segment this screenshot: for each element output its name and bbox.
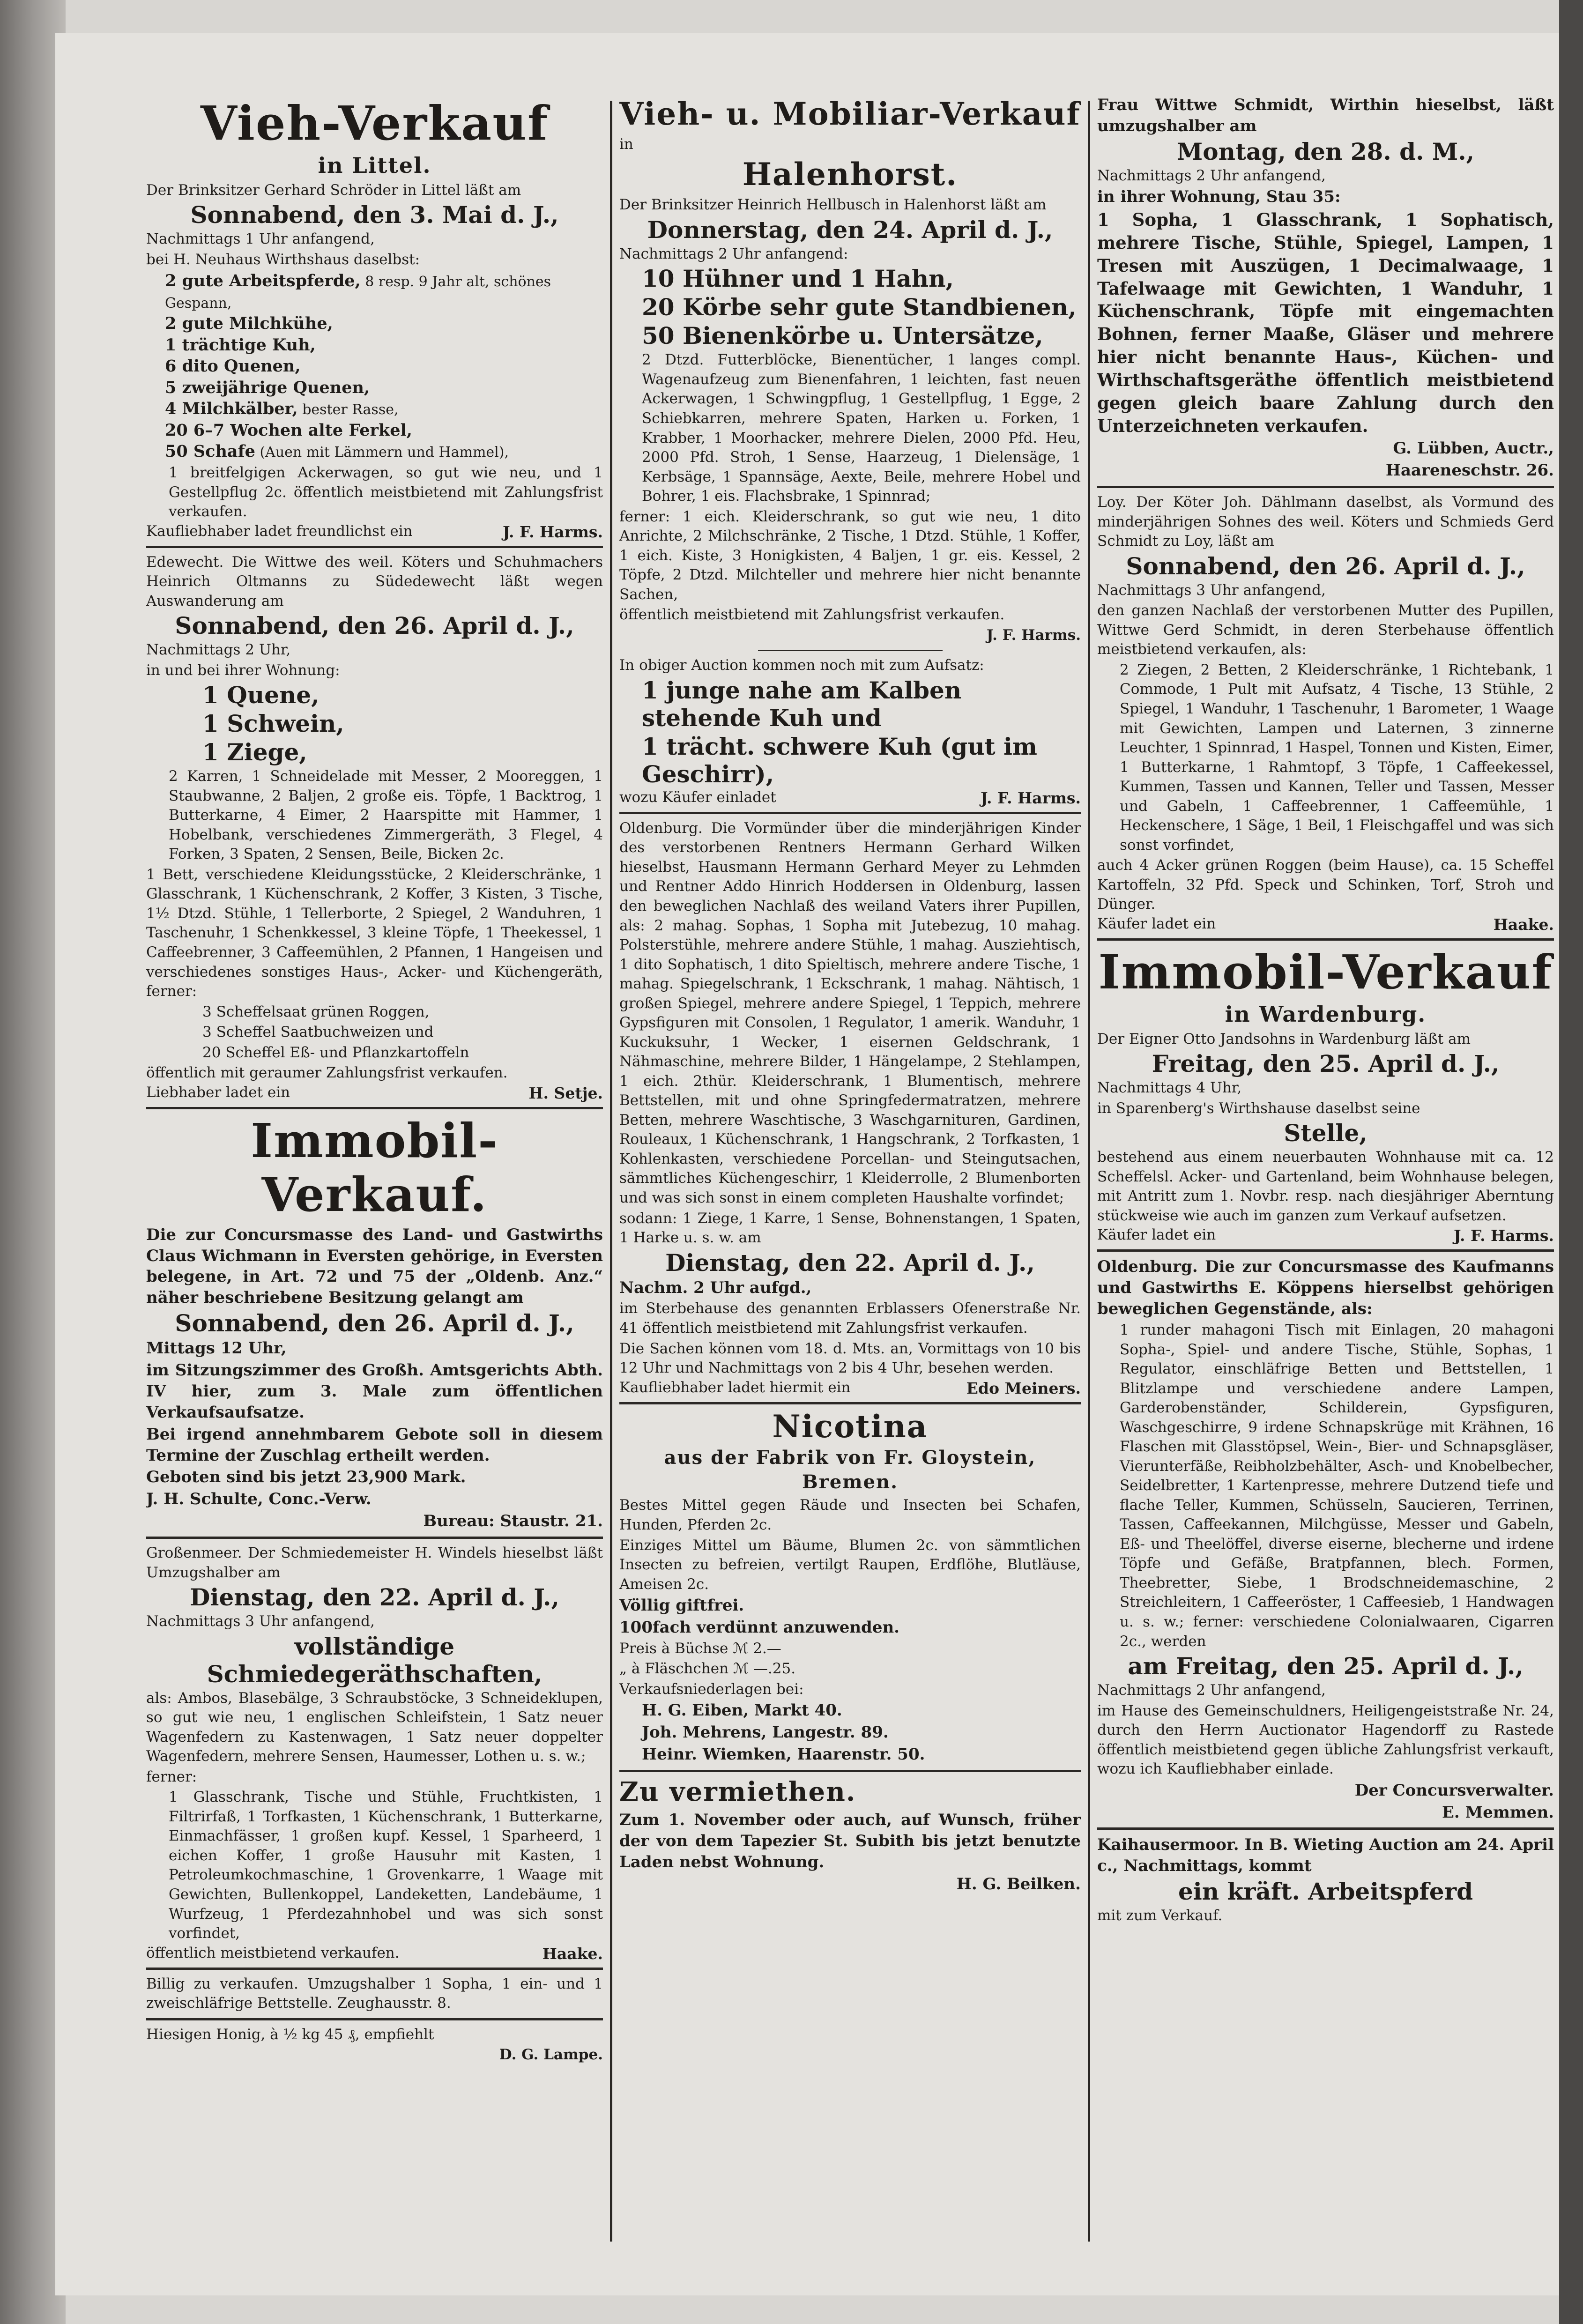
auction-time: Nachmittags 4 Uhr, — [1097, 1079, 1242, 1097]
ad-separator — [146, 2018, 603, 2020]
signature: J. H. Schulte, Conc.-Verw. — [146, 1490, 372, 1509]
ad-zu-vermiethen — [619, 1777, 1081, 1895]
ad-highlight: vollständige Schmiedegeräthschaften, — [207, 1632, 543, 1688]
ad-vieh-mobiliar-halenhorst — [619, 97, 1081, 807]
ad-text: Großenmeer. Der Schmiedemeister H. Windels hieselbst läßt Umzugshalber am — [146, 1544, 603, 1581]
signature: Der Concursverwalter. — [1354, 1781, 1554, 1800]
ad-text: in — [619, 135, 633, 153]
ad-honig — [146, 2025, 603, 2065]
ad-text: öffentlich meistbietend mit Zahlungsfrist verkaufen. — [619, 606, 1005, 624]
ad-subtitle: in Wardenburg. — [1225, 1001, 1427, 1027]
auction-time: Nachmittags 2 Uhr anfangend, — [1097, 167, 1326, 184]
list-item: 2 gute Milchkühe, — [165, 314, 333, 334]
column-right — [1097, 94, 1554, 2267]
auction-time: Nachm. 2 Uhr aufgd., — [619, 1278, 812, 1297]
ad-text: Geboten sind bis jetzt 23,900 Mark. — [146, 1468, 466, 1487]
ad-separator — [619, 1770, 1081, 1772]
list-item: Joh. Mehrens, Langestr. 89. — [642, 1723, 889, 1742]
signature-line: Liebhaber ladet ein H. Setje. — [146, 1084, 603, 1102]
ad-text: 1 runder mahagoni Tisch mit Einlagen, 20 mahagoni Sopha-, Spiel- und andere Tische, Stühle, Sophas, 1 Regulator, einschläfrige Betten und Bettstellen, 1 Blitzlampe und verschiedene andere Lampen, Garderobenständer, Schilderein, Gypsfiguren, Waschgeschirre, 9 irdene Schnapskrüge mit Krähnen, 16 Flaschen mit Glasstöpsel, Wein-, Bier- und Schnapsgläser, Vierunterfäße, Reibholzbehälter, Asch- und Knobelbecher, Seidelbretter, 1 Kartenpresse, mehrere Dutzend tiefe und flache Teller, Kummen, Schüsseln, Saucieren, Terrinen, Tassen, Caffeekannen, Milchgüsse, Messer und Gabeln, Eß- und Theelöffel, diverse eiserne, blecherne und irdene Töpfe und Gefäße, Bratpfannen, blech. Formen, Theebretter, Siebe, 1 Brodschneidemaschine, 2 Streichleitern, 1 Caffeeröster, 1 Caffeesieb, 1 Handwagen u. s. w.; ferner: verschiedene Colonialwaaren, Cigarren 2c., werden — [1120, 1322, 1554, 1650]
ad-loy — [1097, 493, 1554, 934]
list-item: H. G. Eiben, Markt 40. — [642, 1701, 842, 1720]
ad-separator — [146, 546, 603, 548]
ad-text: Die Sachen können vom 18. d. Mts. an, Vormittags von 10 bis 12 Uhr und Nachmittags von 2 bis 4 Uhr, besehen werden. — [619, 1340, 1081, 1377]
ad-text: mit zum Verkauf. — [1097, 1907, 1223, 1924]
auction-date: Freitag, den 25. April d. J., — [1152, 1050, 1500, 1078]
auction-place: in und bei ihrer Wohnung: — [146, 661, 340, 679]
list-item: 50 Bienenkörbe u. Untersätze, — [642, 322, 1043, 350]
signature-address: Bureau: Staustr. 21. — [423, 1512, 603, 1531]
ad-highlight: Stelle, — [1284, 1119, 1367, 1147]
column-left — [146, 94, 603, 2267]
ad-title: Nicotina — [772, 1408, 928, 1445]
ad-subtitle: aus der Fabrik von Fr. Gloystein, — [664, 1447, 1036, 1469]
ad-subtitle: in Littel. — [318, 153, 431, 178]
ad-immobil-eversten — [146, 1114, 603, 1532]
ad-separator — [1097, 486, 1554, 488]
list-item: 5 zweijährige Quenen, — [165, 378, 370, 397]
auction-time: Nachmittags 1 Uhr anfangend, — [146, 230, 375, 248]
ad-title: Vieh- u. Mobiliar-Verkauf — [619, 96, 1081, 132]
ad-text: ferner: — [146, 1768, 197, 1785]
list-item: 1 Ziege, — [202, 738, 307, 766]
list-item: 10 Hühner und 1 Hahn, — [642, 265, 954, 293]
ad-text: 1 Glasschrank, Tische und Stühle, Fruchtkisten, 1 Filtrirfaß, 1 Torfkasten, 1 Küchenschrank, 1 Butterkarne, Einmachfässer, 1 großen kupf. Kessel, 1 Sparheerd, 1 eichen Koffer, 1 große Hausuhr mit Kasten, 1 Petroleumkochmaschine, 1 Grovenkarre, 1 Waage mit Gewichten, Bullenkoppel, Landeketten, Landebäume, 1 Wurfzeug, 1 Pferdezahnhobel und was sich sonst vorfindet, — [169, 1789, 603, 1942]
ad-text: Verkaufsniederlagen bei: — [619, 1680, 804, 1698]
ad-text: öffentlich mit geraumer Zahlungsfrist verkaufen. — [146, 1064, 508, 1082]
ad-text: Preis à Büchse ℳ 2.— — [619, 1640, 781, 1657]
auction-date: Montag, den 28. d. M., — [1176, 137, 1475, 165]
ad-subtitle: Bremen. — [802, 1471, 899, 1493]
ad-text: Der Eigner Otto Jandsohns in Wardenburg läßt am — [1097, 1030, 1471, 1047]
column-rule — [1088, 101, 1090, 2242]
list-item: 3 Scheffel Saatbuchweizen und — [202, 1024, 434, 1041]
auction-date: Sonnabend, den 26. April d. J., — [1126, 552, 1525, 580]
list-item: 1 junge nahe am Kalben stehende Kuh und — [642, 676, 962, 732]
ad-separator — [619, 1402, 1081, 1404]
ad-text: sodann: 1 Ziege, 1 Karre, 1 Sense, Bohnenstangen, 1 Spaten, 1 Harke u. s. w. am — [619, 1210, 1081, 1247]
ad-text: Kaihausermoor. In B. Wieting Auction am 24. April c., Nachmittags, kommt — [1097, 1835, 1554, 1876]
ad-text: Der Brinksitzer Gerhard Schröder in Littel läßt am — [146, 181, 521, 199]
ad-text: Bei irgend annehmbarem Gebote soll in diesem Termine der Zuschlag ertheilt werden. — [146, 1425, 603, 1465]
list-item: 6 dito Quenen, — [165, 356, 301, 376]
ad-text: Edewecht. Die Wittwe des weil. Köters und Schuhmachers Heinrich Oltmanns zu Südedewecht läßt wegen Auswanderung am — [146, 553, 603, 609]
ad-text: Oldenburg. Die Vormünder über die minderjährigen Kinder des verstorbenen Rentners Hermann Gerhard Wilken hieselbst, Hausmann Hermann Gerhard Meyer zu Lehmden und Rentner Addo Hinrich Hoddersen in Oldenburg, lassen den beweglichen Nachlaß des weiland Vaters ihrer Pupillen, als: 2 mahag. Sophas, 1 Sopha mit Jutebezug, 10 mahag. Polsterstühle, mehrere andere Stühle, 1 mahag. Ausziehtisch, 1 dito Sophatisch, 1 dito Spieltisch, mehrere andere Tische, 1 mahag. Spiegelschrank, 1 Eckschrank, 1 mahag. Nähtisch, 1 großen Spiegel, mehrere andere Spiegel, 1 Teppich, mehrere Gypsfiguren mit Consolen, 1 Regulator, 1 amerik. Wanduhr, 1 Kuckuksuhr, 1 Wecker, 1 eisernen Geldschrank, 1 Nähmaschine, mehrere Bilder, 1 Hängelampe, 2 Stehlampen, 1 eich. 2thür. Kleiderschrank, 1 Blumentisch, mehrere Bettstellen, mit und ohne Springfedermatratzen, mehrere Betten, mehrere Waschtische, 3 Waschgarnituren, Gardinen, Rouleaux, 1 Küchenschrank, 1 Hangschrank, 2 Torfkasten, 1 Kohlenkasten, verschiedene Porcellan- und Steingutsachen, sämmtliches Küchengeschirr, 1 Kleiderrolle, 2 Blumenborten und was sich sonst in einem completen Haushalte vorfindet; — [619, 819, 1081, 1206]
signature-line: Käufer ladet ein Haake. — [1097, 915, 1554, 934]
ad-separator — [146, 1968, 603, 1970]
list-item: 1 Quene, — [202, 681, 320, 709]
signature: H. G. Beilken. — [956, 1875, 1081, 1894]
ad-separator — [146, 1537, 603, 1539]
ad-vieh-verkauf-littel — [146, 97, 603, 541]
ad-text: im Sitzungszimmer des Großh. Amtsgerichts Abth. IV hier, zum 3. Male zum öffentlichen Verkaufsaufsatze. — [146, 1361, 603, 1422]
ad-highlight: 1 Sopha, 1 Glasschrank, 1 Sophatisch, mehrere Tische, Stühle, Spiegel, Lampen, 1 Tresen mit Auszügen, 1 Decimalwaage, 1 Tafelwaage mit Gewichten, 1 Wanduhr, 1 Küchenschrank, Töpfe mit eingemachten Bohnen, ferner Maaße, Gläser und mehrere hier nicht benannte Haus-, Küchen- und Wirthschaftsgeräthe öffentlich meistbietend gegen gleich baare Zahlung durch den Unterzeichneten verkaufen. — [1097, 209, 1554, 436]
ad-title: Vieh-Verkauf — [201, 96, 549, 151]
signature-address: Haareneschstr. 26. — [1385, 461, 1554, 480]
list-item: 4 Milchkälber, bester Rasse, — [165, 399, 399, 419]
ad-text: Bestes Mittel gegen Räude und Insecten bei Schafen, Hunden, Pferden 2c. — [619, 1497, 1081, 1533]
ad-separator — [146, 1107, 603, 1109]
ad-separator — [1097, 1827, 1554, 1830]
auction-date: Sonnabend, den 26. April d. J., — [175, 1309, 574, 1337]
auction-time: Nachmittags 3 Uhr anfangend, — [1097, 581, 1326, 599]
list-item: 3 Scheffelsaat grünen Roggen, — [202, 1003, 430, 1020]
ad-text: den ganzen Nachlaß der verstorbenen Mutter des Pupillen, Wittwe Gerd Schmidt, in deren Sterbehause öffentlich meistbietend verkaufen, als: — [1097, 602, 1554, 658]
ad-text: in Sparenberg's Wirthshause daselbst seine — [1097, 1099, 1420, 1117]
signature-line: wozu Käufer einladet J. F. Harms. — [619, 788, 1081, 807]
auction-time: Nachmittags 2 Uhr anfangend: — [619, 245, 848, 262]
ad-text: 1 Bett, verschiedene Kleidungsstücke, 2 Kleiderschränke, 1 Glasschrank, 1 Küchenschrank, 2 Koffer, 3 Kisten, 3 Tische, 1½ Dtzd. Stühle, 1 Tellerborte, 2 Spiegel, 2 Wanduhren, 1 Taschenuhr, 1 Schenkkessel, 3 kleine Töpfe, 1 Theekessel, 1 Caffeebrenner, 3 Caffeemühlen, 2 Pfannen, 1 Hangeisen und verschiedenes sonstiges Haus-, Acker- und Küchengeräth, ferner: — [146, 866, 603, 1000]
ad-text: Hiesigen Honig, à ½ kg 45 ₰, empfiehlt — [146, 2026, 434, 2043]
signature: J. F. Harms. — [986, 626, 1081, 644]
signature: E. Memmen. — [1442, 1803, 1554, 1822]
ad-text: Zum 1. November oder auch, auf Wunsch, früher der von dem Tapezier St. Subith bis jetzt benutzte Laden nebst Wohnung. — [619, 1811, 1081, 1872]
column-rule — [610, 101, 612, 2242]
list-item: 1 trächt. schwere Kuh (gut im Geschirr), — [642, 732, 1037, 788]
signature: G. Lübben, Auctr., — [1393, 439, 1554, 458]
signature-line: Kaufliebhaber ladet freundlichst ein J. F. Harms. — [146, 522, 603, 541]
auction-date: Sonnabend, den 26. April d. J., — [175, 612, 574, 640]
ad-text: ferner: 1 eich. Kleiderschrank, so gut wie neu, 1 dito Anrichte, 2 Milchschränke, 2 Tische, 1 Dtzd. Stühle, 1 Koffer, 1 eich. Kiste, 3 Honigkisten, 4 Baljen, 1 gr. eis. Kessel, 2 Töpfe, 2 Dtzd. Milchteller und mehrere hier nicht benannte Sachen, — [619, 508, 1081, 603]
ad-text: 1 breitfelgigen Ackerwagen, so gut wie neu, und 1 Gestellpflug 2c. öffentlich meistbietend mit Zahlungsfrist verkaufen. — [169, 464, 603, 520]
ad-separator — [1097, 938, 1554, 941]
ad-oldenburg-wilken — [619, 819, 1081, 1397]
list-item: 20 Körbe sehr gute Standbienen, — [642, 293, 1077, 321]
ad-text: im Sterbehause des genannten Erblassers Ofenerstraße Nr. 41 öffentlich meistbietend mit Zahlungsfrist verkaufen. — [619, 1300, 1081, 1336]
ad-text: Völlig giftfrei. — [619, 1596, 744, 1615]
ad-title: Zu vermiethen. — [619, 1776, 856, 1808]
ad-subtitle: Halenhorst. — [742, 156, 958, 193]
list-item: 20 6–7 Wochen alte Ferkel, — [165, 420, 412, 440]
ad-highlight: ein kräft. Arbeitspferd — [1178, 1878, 1473, 1906]
ad-text: Loy. Der Köter Joh. Dählmann daselbst, als Vormund des minderjährigen Sohnes des weil. Köters und Schmieds Gerd Schmidt zu Loy, läßt am — [1097, 494, 1554, 550]
ad-text: In obiger Auction kommen noch mit zum Aufsatz: — [619, 657, 984, 674]
ad-text: 2 Ziegen, 2 Betten, 2 Kleiderschränke, 1 Richtebank, 1 Commode, 1 Pult mit Aufsatz, 4 Tische, 13 Stühle, 2 Spiegel, 1 Wanduhr, 1 Taschenuhr, 1 Barometer, 1 Waage mit Gewichten, Lampen und Laternen, 3 zinnerne Leuchter, 1 Spinnrad, 1 Haspel, Tonnen und Kisten, Eimer, 1 Butterkarne, 1 Rahmtopf, 3 Töpfe, 1 Caffeekessel, Kummen, Tassen und Kannen, Teller und Tassen, Messer und Gabeln, 1 Caffeebrenner, 1 Caffeemühle, 1 Heckenschere, 1 Säge, 1 Beil, 1 Fleischgaffel und was sich sonst vorfindet, — [1120, 661, 1554, 854]
ad-text: als: Ambos, Blasebälge, 3 Schraubstöcke, 3 Schneideklupen, so gut wie neu, 1 englischen Schleifstein, 1 Satz neuer Wagenfedern zu Kastenwagen, 1 Satz neuer doppelter Wagenfedern, mehrere Sensen, Haumesser, Lothen u. s. w.; — [146, 1689, 603, 1765]
ad-text: Der Brinksitzer Heinrich Hellbusch in Halenhorst läßt am — [619, 196, 1047, 214]
ad-text: 100fach verdünnt anzuwenden. — [619, 1618, 900, 1637]
ad-text: auch 4 Acker grünen Roggen (beim Hause), ca. 15 Scheffel Kartoffeln, 32 Pfd. Speck und Schinken, Torf, Stroh und Dünger. — [1097, 857, 1554, 913]
ad-oldenburg-koeppens — [1097, 1256, 1554, 1823]
list-item: 20 Scheffel Eß- und Pflanzkartoffeln — [202, 1044, 469, 1061]
ad-text: 2 Dtzd. Futterblöcke, Bienentücher, 1 langes compl. Wagenaufzeug zum Bienenfahren, 1 leichten, fast neuen Ackerwagen, 1 Schwingpflug, 1 Gestellpflug, 1 Egge, 2 Schiebkarren, mehrere Spaten, Harken u. Forken, 1 Krabber, 1 Moorhacker, mehrere Dielen, 2000 Pfd. Heu, 2000 Pfd. Stroh, 1 Sense, Haarzeug, 1 Dielensäge, 1 Kerbsäge, 1 Spannsäge, Aexte, Beile, mehrere Hobel und Bohrer, 1 eis. Flachsbrake, 1 Spinnrad; — [642, 351, 1081, 505]
ad-separator — [1097, 1249, 1554, 1252]
auction-date: am Freitag, den 25. April d. J., — [1128, 1652, 1524, 1680]
ad-immobil-wardenburg — [1097, 945, 1554, 1245]
auction-date: Dienstag, den 22. April d. J., — [190, 1583, 559, 1611]
ad-separator — [619, 812, 1081, 814]
auction-place: in ihrer Wohnung, Stau 35: — [1097, 187, 1341, 207]
column-middle — [619, 94, 1081, 2267]
auction-time: Nachmittags 2 Uhr anfangend, — [1097, 1682, 1326, 1699]
auction-date: Donnerstag, den 24. April d. J., — [647, 215, 1053, 244]
list-item: Heinr. Wiemken, Haarenstr. 50. — [642, 1745, 925, 1764]
ad-text: Oldenburg. Die zur Concursmasse des Kaufmanns und Gastwirths E. Köppens hierselbst gehörigen beweglichen Gegenstände, als: — [1097, 1257, 1554, 1319]
auction-time: Nachmittags 2 Uhr, — [146, 641, 291, 659]
list-item: 2 gute Arbeitspferde, 8 resp. 9 Jahr alt, schönes Gespann, — [165, 271, 551, 312]
ad-text: Die zur Concursmasse des Land- und Gastwirths Claus Wichmann in Eversten gehörige, in Eversten belegene, in Art. 72 und 75 der „Oldenb. Anz.“ näher beschriebene Besitzung gelangt am — [146, 1225, 603, 1307]
ad-text: „ à Fläschchen ℳ —.25. — [619, 1660, 796, 1678]
ad-text: 2 Karren, 1 Schneidelade mit Messer, 2 Mooreggen, 1 Staubwanne, 2 Baljen, 2 große eis. Töpfe, 1 Backtrog, 1 Butterkarne, 4 Eimer, 2 Haarspitte mit Hammer, 1 Hobelbank, verschiedenes Zimmergeräth, 3 Flegel, 4 Forken, 3 Spaten, 2 Sensen, Beile, Bicken 2c. — [169, 768, 603, 863]
ad-text: bestehend aus einem neuerbauten Wohnhause mit ca. 12 Scheffelsl. Acker- und Gartenland, beim Wohnhause belegen, mit Antritt zum 1. Novbr. resp. nach diesjähriger Aberntung stückweise wie auch im ganzen zum Verkauf aufsetzen. — [1097, 1149, 1554, 1224]
auction-date: Sonnabend, den 3. Mai d. J., — [190, 201, 559, 229]
ad-title: Immobil-Verkauf. — [251, 1113, 498, 1222]
auction-time: Mittags 12 Uhr, — [146, 1339, 287, 1358]
ad-text: Einziges Mittel um Bäume, Blumen 2c. von sämmtlichen Insecten zu befreien, vertilgt Raupen, Erdflöhe, Blutläuse, Ameisen 2c. — [619, 1537, 1081, 1593]
short-rule — [758, 650, 943, 651]
page-edge — [1559, 0, 1583, 2324]
ad-text: im Hause des Gemeinschuldners, Heiligengeiststraße Nr. 24, durch den Herrn Auctionator Hagendorff zu Rastede öffentlich meistbietend gegen übliche Zahlungsfrist verkauft, wozu ich Kaufliebhaber einlade. — [1097, 1702, 1554, 1778]
list-item: 50 Schafe (Auen mit Lämmern und Hammel), — [165, 442, 509, 461]
signature-line: Kaufliebhaber ladet hiermit ein Edo Meiners. — [619, 1379, 1081, 1397]
list-item: 1 Schwein, — [202, 710, 344, 738]
ad-billig: Billig zu verkaufen. Umzugshalber 1 Sopha, 1 ein- und 1 zweischläfrige Bettstelle. Zeughausstr. 8. — [146, 1975, 603, 2012]
ad-wittwe-schmidt — [1097, 95, 1554, 481]
list-item: 1 trächtige Kuh, — [165, 335, 316, 355]
ad-title: Immobil-Verkauf — [1098, 944, 1553, 1000]
ad-kaihausermoor — [1097, 1834, 1554, 1925]
ad-text: Frau Wittwe Schmidt, Wirthin hieselbst, läßt umzugshalber am — [1097, 96, 1554, 135]
ad-edewecht — [146, 553, 603, 1102]
signature-line: Käufer ladet ein J. F. Harms. — [1097, 1226, 1554, 1245]
ad-nicotina — [619, 1409, 1081, 1766]
ad-grossenmeer — [146, 1544, 603, 1963]
signature-line: öffentlich meistbietend verkaufen. Haake. — [146, 1944, 603, 1963]
auction-time: Nachmittags 3 Uhr anfangend, — [146, 1613, 375, 1630]
auction-date: Dienstag, den 22. April d. J., — [665, 1248, 1035, 1277]
auction-place: bei H. Neuhaus Wirthshaus daselbst: — [146, 251, 420, 268]
signature: D. G. Lampe. — [499, 2046, 603, 2064]
